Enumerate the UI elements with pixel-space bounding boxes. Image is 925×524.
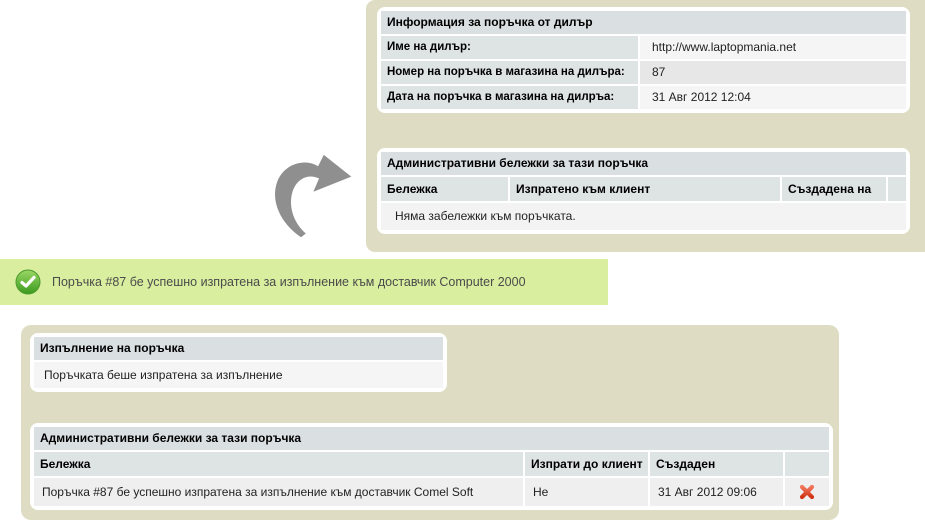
column-send-to-client: Изпрати до клиент — [525, 452, 648, 476]
column-actions — [888, 177, 906, 201]
note-row — [34, 478, 829, 506]
dealer-order-date-value: 31 Авг 2012 12:04 — [640, 86, 906, 109]
column-sent-to-client: Изпратено към клиент — [510, 177, 780, 201]
table-row — [381, 61, 906, 84]
fulfillment-status-text: Поръчката беше изпратена за изпълнение — [34, 362, 443, 388]
column-created: Създаден — [650, 452, 783, 476]
table-row — [381, 86, 906, 109]
fulfillment-container — [21, 325, 839, 520]
admin-notes-bottom-title: Административни бележки за тази поръчка — [34, 427, 829, 450]
admin-notes-top-title: Административни бележки за тази поръчка — [381, 152, 906, 175]
note-actions-cell — [785, 478, 829, 506]
admin-notes-panel-top — [377, 148, 910, 234]
dealer-order-info-panel — [377, 7, 910, 113]
success-message-text: Поръчка #87 бе успешно изпратена за изпълнение към доставчик Computer 2000 — [52, 275, 526, 289]
table-header-row — [381, 177, 906, 201]
table-row — [381, 36, 906, 59]
note-text: Поръчка #87 бе успешно изпратена за изпълнение към доставчик Comel Soft — [34, 478, 523, 506]
column-note: Бележка — [381, 177, 508, 201]
no-notes-message: Няма забележки към поръчката. — [381, 203, 906, 230]
admin-notes-panel-bottom — [30, 423, 833, 510]
fulfillment-panel — [30, 333, 447, 392]
dealer-order-number-label: Номер на поръчка в магазина на дилъра: — [381, 61, 638, 84]
dealer-order-info-title: Информация за поръчка от дилър — [381, 11, 906, 34]
column-actions — [785, 452, 829, 476]
check-circle-icon — [15, 269, 41, 295]
dealer-order-container — [366, 0, 925, 252]
column-created-on: Създадена на — [782, 177, 886, 201]
note-created: 31 Авг 2012 09:06 — [650, 478, 783, 506]
dealer-name-value: http://www.laptopmania.net — [640, 36, 906, 59]
curved-arrow-icon — [266, 151, 356, 243]
success-message-bar — [0, 259, 608, 305]
fulfillment-title: Изпълнение на поръчка — [34, 337, 443, 360]
table-header-row — [34, 452, 829, 476]
column-note: Бележка — [34, 452, 523, 476]
dealer-order-number-value: 87 — [640, 61, 906, 84]
delete-icon[interactable] — [798, 483, 816, 501]
dealer-name-label: Име на дилър: — [381, 36, 638, 59]
note-sent-to-client: Не — [525, 478, 648, 506]
dealer-order-date-label: Дата на поръчка в магазина на дилръа: — [381, 86, 638, 109]
